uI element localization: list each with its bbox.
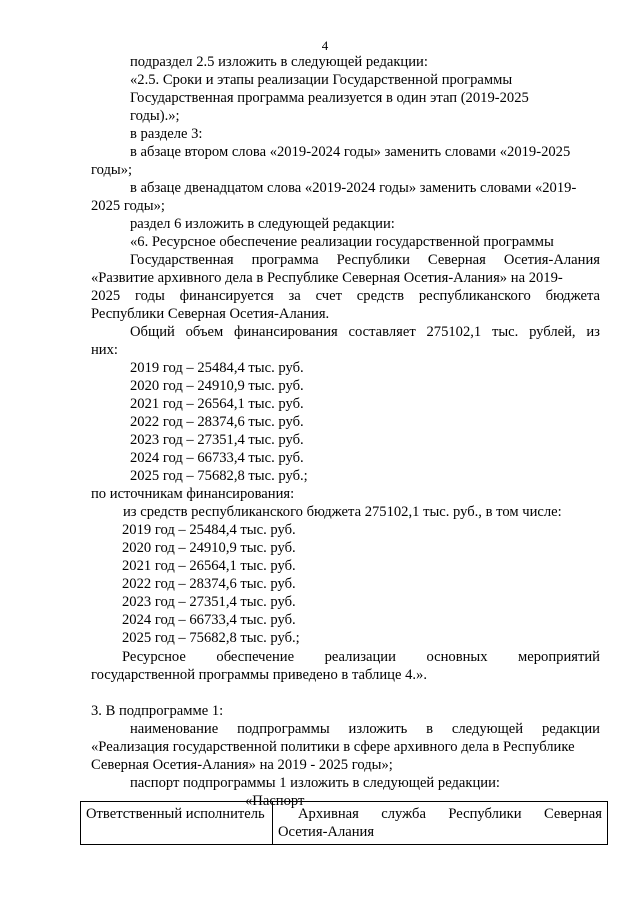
word: в	[426, 721, 434, 737]
word: редакции	[541, 721, 600, 737]
word: изложить	[348, 721, 408, 737]
text-line: «Развитие архивного дела в Республике Северная Осетия-Алания» на 2019-	[91, 270, 563, 286]
word: мероприятий	[518, 649, 600, 665]
word: годы	[135, 288, 165, 304]
text-line: Государственная программа реализуется в один этап (2019-2025	[130, 90, 529, 106]
word: Государственная	[130, 252, 234, 268]
word: Ресурсное	[122, 649, 186, 665]
table-cell-label: Ответственный исполнитель	[81, 802, 273, 845]
word: 275102,1	[426, 324, 482, 340]
text-line: в разделе 3:	[130, 126, 203, 142]
text-line: Осетия-Алания	[278, 824, 375, 840]
word: республиканского	[418, 288, 531, 304]
word: Северная	[544, 806, 602, 822]
justified-line	[122, 648, 600, 666]
text-line: государственной программы приведено в таблице 4.».	[91, 667, 427, 683]
text-line: годы»;	[91, 162, 133, 178]
word: счет	[315, 288, 342, 304]
word: программа	[251, 252, 319, 268]
year-line: 2023 год – 27351,4 тыс. руб.	[130, 432, 304, 448]
text-line: 2025 годы»;	[91, 198, 165, 214]
passport-heading: «Паспорт	[245, 793, 305, 809]
text-line: «2.5. Сроки и этапы реализации Государственной программы	[130, 72, 513, 88]
year-line: 2022 год – 28374,6 тыс. руб.	[130, 414, 304, 430]
text-line: паспорт подпрограммы 1 изложить в следующей редакции:	[130, 775, 500, 791]
year-line: 2022 год – 28374,6 тыс. руб.	[122, 576, 296, 592]
text-line: в абзаце двенадцатом слова «2019-2024 годы» заменить словами «2019-	[130, 180, 577, 196]
justified-line	[91, 287, 600, 305]
word: Северная	[427, 252, 486, 268]
text-line: «Реализация государственной политики в сфере архивного дела в Республике	[91, 739, 575, 755]
word: за	[288, 288, 301, 304]
year-line: 2019 год – 25484,4 тыс. руб.	[122, 522, 296, 538]
year-line: 2023 год – 27351,4 тыс. руб.	[122, 594, 296, 610]
justified-line	[130, 323, 600, 341]
year-line: 2020 год – 24910,9 тыс. руб.	[122, 540, 296, 556]
word: служба	[381, 806, 426, 822]
word: из	[586, 324, 600, 340]
word: составляет	[348, 324, 416, 340]
year-line: 2024 год – 66733,4 тыс. руб.	[122, 612, 296, 628]
word: тыс.	[491, 324, 519, 340]
word: Архивная	[298, 806, 359, 822]
year-line: 2019 год – 25484,4 тыс. руб.	[130, 360, 304, 376]
section-heading: 3. В подпрограмме 1:	[91, 703, 224, 719]
page-number: 4	[321, 38, 329, 53]
word: основных	[426, 649, 488, 665]
text-line: в абзаце втором слова «2019-2024 годы» заменить словами «2019-2025	[130, 144, 571, 160]
text-line: Северная Осетия-Алания» на 2019 - 2025 годы»;	[91, 757, 393, 773]
word: наименование	[130, 721, 219, 737]
text-line: годы).»;	[130, 108, 180, 124]
word: бюджета	[545, 288, 600, 304]
justified-line	[278, 805, 602, 823]
year-line: 2025 год – 75682,8 тыс. руб.;	[130, 468, 308, 484]
text-line: них:	[91, 342, 118, 358]
text-line: подраздел 2.5 изложить в следующей редакции:	[130, 54, 428, 70]
passport-table	[80, 801, 608, 845]
word: финансируется	[179, 288, 274, 304]
year-line: 2024 год – 66733,4 тыс. руб.	[130, 450, 304, 466]
word: следующей	[451, 721, 524, 737]
word: подпрограммы	[237, 721, 330, 737]
word: 2025	[91, 288, 121, 304]
word: финансирования	[233, 324, 338, 340]
word: Республики	[336, 252, 410, 268]
word: обеспечение	[216, 649, 295, 665]
word: реализации	[324, 649, 396, 665]
year-line: 2020 год – 24910,9 тыс. руб.	[130, 378, 304, 394]
table-cell-value	[273, 802, 608, 845]
table-row	[81, 802, 608, 845]
word: объем	[185, 324, 224, 340]
text-line: «6. Ресурсное обеспечение реализации государственной программы	[130, 234, 554, 250]
text-line: раздел 6 изложить в следующей редакции:	[130, 216, 395, 232]
justified-line	[130, 251, 600, 269]
justified-line	[130, 720, 600, 738]
word: Общий	[130, 324, 175, 340]
word: Осетия-Алания	[503, 252, 600, 268]
year-line: 2021 год – 26564,1 тыс. руб.	[122, 558, 296, 574]
word: средств	[356, 288, 405, 304]
year-line: 2025 год – 75682,8 тыс. руб.;	[122, 630, 300, 646]
word: рублей,	[529, 324, 576, 340]
text-line: по источникам финансирования:	[91, 486, 295, 502]
word: Республики	[448, 806, 522, 822]
year-line: 2021 год – 26564,1 тыс. руб.	[130, 396, 304, 412]
text-line: Республики Северная Осетия-Алания.	[91, 306, 330, 322]
text-line: из средств республиканского бюджета 275102,1 тыс. руб., в том числе:	[123, 504, 562, 520]
